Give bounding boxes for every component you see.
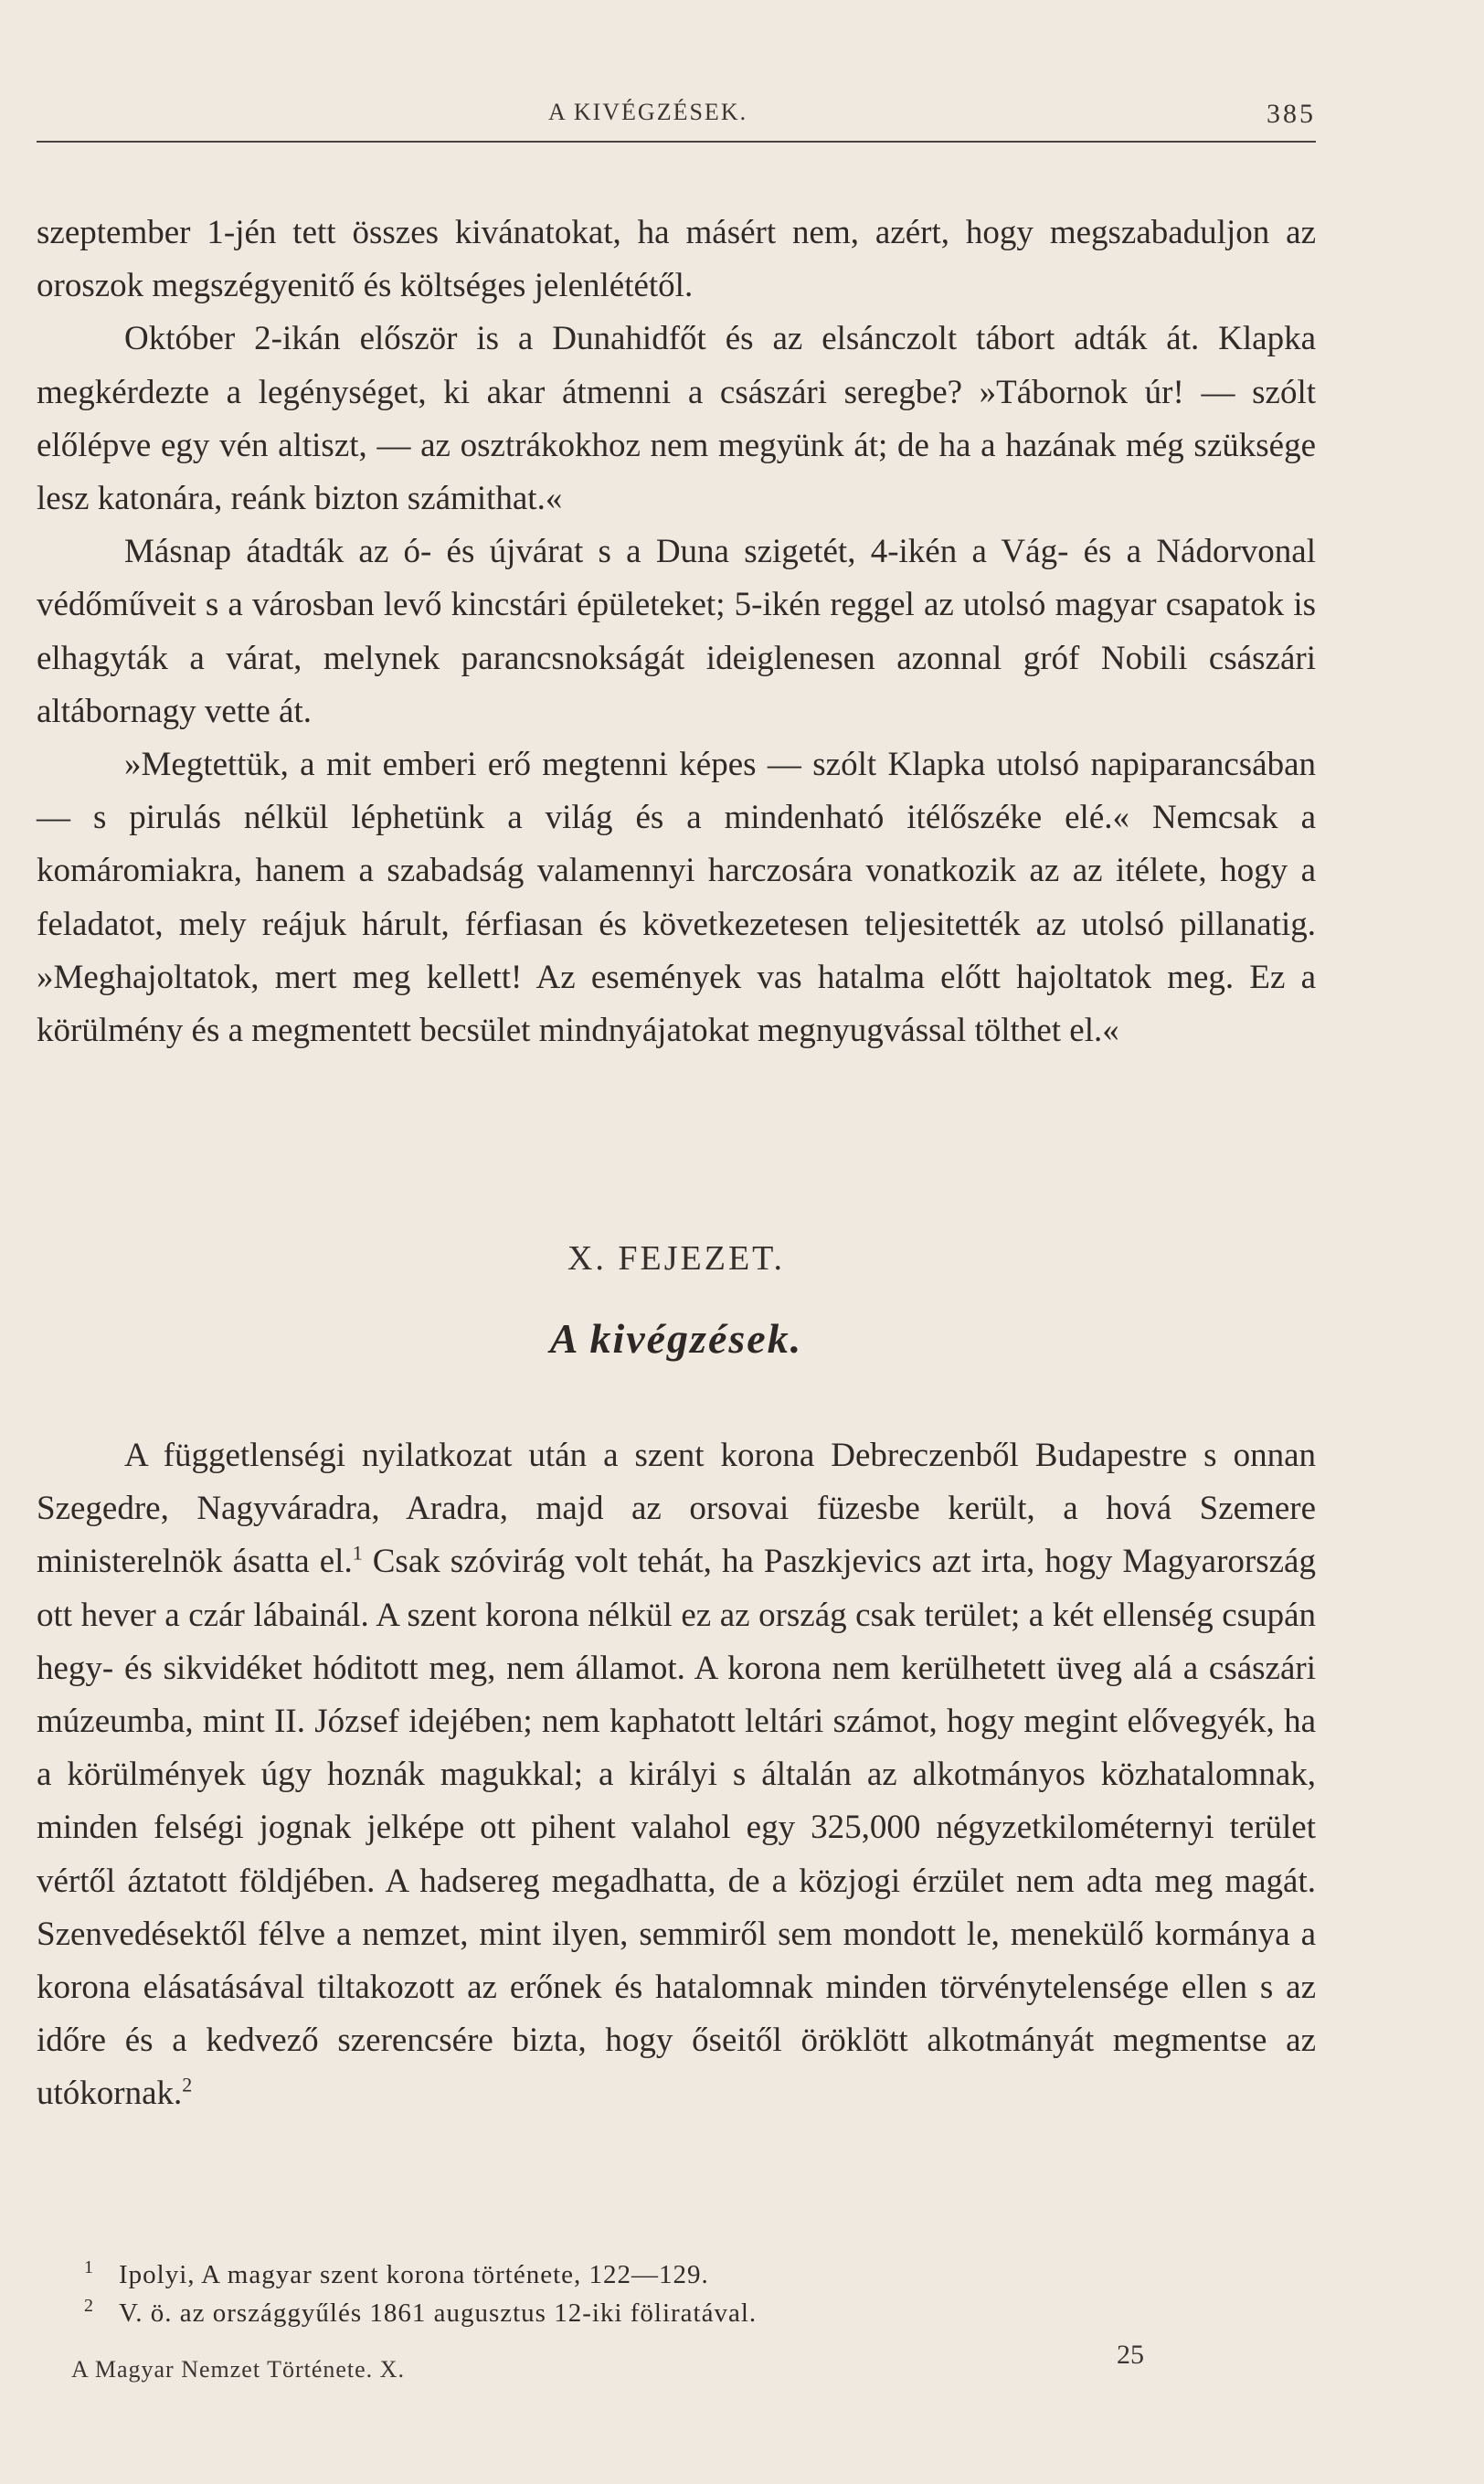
footnote-1 [37,2256,1316,2294]
chapter-title: A kivégzések. [549,1315,803,1362]
paragraph-crown-part1: A függetlenségi nyilatkozat után a szent korona Debreczenből Budapestre s onnan Szegedre, Nagyváradra, Aradra, majd az orsovai füzesbe került, a hová Szemere ministerelnök ásatta el. [37,1437,1316,1581]
running-title: A KIVÉGZÉSEK. [548,99,748,125]
header-rule [37,141,1316,143]
chapter-body [37,1429,1316,2121]
printer-signature: A Magyar Nemzet Története. X. [71,2356,405,2383]
footnote-text: Ipolyi, A magyar szent korona története, 122—129. [119,2260,709,2289]
paragraph-continuation: szeptember 1-jén tett összes kivánatokat, ha másért nem, azért, hogy megszabaduljon az oroszok megszégyenitő és költséges jelenlététől. [37,214,1316,305]
footnote-ref-2[interactable]: 2 [182,2074,193,2097]
paragraph-crown [37,1429,1316,2121]
running-head [37,99,1316,135]
top-text-block [37,207,1316,1057]
footnote-mark: 2 [84,2296,94,2316]
paragraph-klapka-order: »Megtettük, a mit emberi erő megtenni képes — szólt Klapka utolsó napiparancsában — s pirulás nélkül léphetünk a világ és a mindenható itélőszéke elé.« Nemcsak a komáromiakra, hanem a szabadság valamennyi harczosára vonatkozik az az itélete, hogy a feladatot, mely reájuk hárult, férfiasan és következetesen teljesitették az utolsó pillanatig. »Meghajoltatok, mert meg kellett! Az események vas hatalma előtt hajoltatok meg. Ez a körülmény és a megmentett becsület mindnyájatokat megnyugvással tölthet el.« [37,746,1316,1050]
chapter-number: X. FEJEZET. [567,1239,786,1278]
paragraph-handover: Másnap átadták az ó- és újvárat s a Duna szigetét, 4-ikén a Vág- és a Nádorvonal védőműveit s a városban levő kincstári épületeket; 5-ikén reggel az utolsó magyar csapatok is elhagyták a várat, melynek parancsnokságát ideiglenesen azonnal gróf Nobili császári altábornagy vette át. [37,533,1316,730]
footnote-ref-1[interactable]: 1 [352,1542,363,1566]
footnote-2 [37,2294,1316,2332]
footnote-text: V. ö. az országgyűlés 1861 augusztus 12-iki föliratával. [119,2298,758,2328]
signature-mark: 25 [1117,2340,1144,2370]
footnote-mark: 1 [84,2257,94,2277]
paragraph-surrender: Október 2-ikán először is a Dunahidfőt és az elsánczolt tábort adták át. Klapka megkérdezte a legénységet, ki akar átmenni a császári seregbe? »Tábornok úr! — szólt előlépve egy vén altiszt, — az osztrákokhoz nem megyünk át; de ha a hazának még szüksége lesz katonára, reánk bizton számithat.« [37,320,1316,518]
page-number: 385 [1267,99,1316,129]
footnotes [37,2256,1316,2332]
paragraph-crown-part2: Csak szóvirág volt tehát, ha Paszkjevics azt irta, hogy Magyarország ott hever a czár lábainál. A szent korona nélkül ez az ország csak terület; a két ellenség csupán hegy- és sikvidéket hóditott meg, nem államot. A korona nem kerülhetett üveg alá a császári múzeumba, mint II. József idejében; nem kaphatott leltári számot, hogy megint elővegyék, ha a körülmények úgy hoznák magukkal; a királyi s általán az alkotmányos közhatalomnak, minden felségi jognak jelképe ott pihent valahol egy 325,000 négyzetkilométernyi terület vértől áztatott földjében. A hadsereg megadhatta, de a közjogi érzület nem adta meg magát. Szenvedésektől félve a nemzet, mint ilyen, semmiről sem mondott le, menekülő kormánya a korona elásatásával tiltakozott az erőnek és hatalomnak minden törvénytelensége ellen s az időre és a kedvező szerencsére bizta, hogy őseitől öröklött alkotmányát megmentse az utókornak. [37,1543,1316,2113]
